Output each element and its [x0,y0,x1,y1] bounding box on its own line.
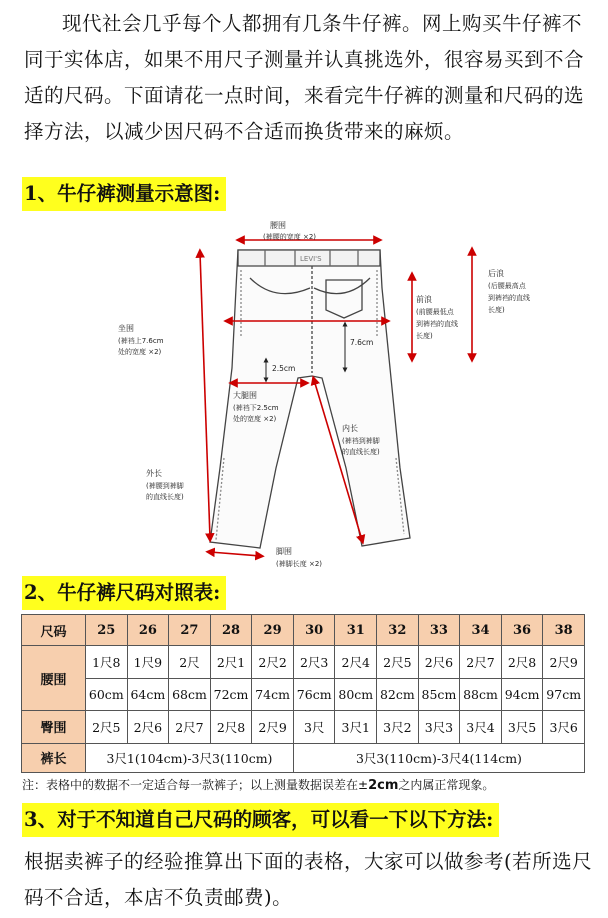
hip-cell: 2尺8 [210,711,252,743]
hip-desc1: (裤裆上7.6cm [118,337,164,345]
waist-chi-cell: 2尺1 [210,646,252,678]
size-cell: 29 [252,615,294,646]
outseam-label: 外长 [146,469,162,478]
size-cell: 38 [543,615,585,646]
table-row-waist-cm [22,678,585,710]
waist-chi-cell: 2尺6 [418,646,460,678]
size-cell: 25 [86,615,128,646]
length-range-a: 3尺1(104cm)-3尺3(110cm) [86,743,294,772]
waist-chi-cell: 2尺7 [460,646,502,678]
waist-chi-cell: 2尺5 [377,646,419,678]
front-rise-desc2: 到裤裆的直线 [416,320,458,328]
waist-cm-cell: 64cm [127,678,169,710]
waist-cm-cell: 68cm [169,678,211,710]
waist-cm-cell: 60cm [86,678,128,710]
inseam-desc1: (裤裆到裤脚 [342,437,380,445]
waist-cm-cell: 76cm [293,678,335,710]
waist-chi-cell: 1尺8 [86,646,128,678]
back-rise-label: 后浪 [488,269,504,278]
size-chart-table [21,614,585,773]
waist-chi-cell: 1尺9 [127,646,169,678]
hip-cell: 2尺5 [86,711,128,743]
hip-cell: 3尺3 [418,711,460,743]
inseam-desc2: 的直线长度) [342,448,380,456]
section-heading-method: 3、对于不知道自己尺码的顾客，可以看一下以下方法: [22,803,499,837]
thigh-desc1: (裤裆下2.5cm [233,404,279,412]
hip-cell: 3尺1 [335,711,377,743]
waist-header: 腰围 [22,646,86,711]
thigh-mark: 2.5cm [272,364,296,373]
back-rise-desc3: 长度) [488,306,505,314]
size-cell: 28 [210,615,252,646]
waist-chi-cell: 2尺 [169,646,211,678]
size-cell: 26 [127,615,169,646]
thigh-desc2: 处的宽度 ×2) [233,415,277,423]
waist-chi-cell: 2尺8 [501,646,543,678]
hip-desc2: 处的宽度 ×2) [118,348,162,356]
front-rise-desc1: (前腰最低点 [416,308,454,316]
hip-header: 臀围 [22,711,86,743]
hip-cell: 3尺5 [501,711,543,743]
size-cell: 30 [293,615,335,646]
size-cell: 32 [377,615,419,646]
size-cell: 31 [335,615,377,646]
size-cell: 33 [418,615,460,646]
leg-opening-label: 脚围 [276,547,292,556]
method-paragraph: 根据卖裤子的经验推算出下面的表格，大家可以做参考(若所选尺码不合适，本店不负责邮费)。 [24,850,593,909]
table-row-sizes [22,615,585,646]
hip-cell: 3尺4 [460,711,502,743]
front-rise-label: 前浪 [416,295,432,304]
note-part-a: 注：表格中的数据不一定适合每一款裤子；以上测量数据误差在± [22,778,369,792]
note-part-c: 之内属正常现象。 [398,778,495,792]
label-tag: LEVI'S [300,255,322,263]
thigh-label: 大腿围 [233,391,257,400]
section-heading-diagram: 1、牛仔裤测量示意图: [22,177,226,211]
size-header: 尺码 [22,615,86,646]
hip-cell: 2尺9 [252,711,294,743]
size-cell: 34 [460,615,502,646]
hip-cell: 2尺7 [169,711,211,743]
rise-mark: 7.6cm [350,338,374,347]
outseam-desc2: 的直线长度) [146,493,184,501]
waist-cm-cell: 88cm [460,678,502,710]
waist-cm-cell: 94cm [501,678,543,710]
hip-label: 坐围 [118,324,134,333]
hip-cell: 3尺2 [377,711,419,743]
table-row-hip [22,711,585,743]
waist-cm-cell: 72cm [210,678,252,710]
intro-paragraph: 现代社会几乎每个人都拥有几条牛仔裤。网上购买牛仔裤不同于实体店，如果不用尺子测量并认真挑选外，很容易买到不合适的尺码。下面请花一点时间，来看完牛仔裤的测量和尺码的选择方法，以减少因尺码不合适而换货带来的麻烦。 [24,12,585,143]
table-note [22,776,494,793]
length-range-b: 3尺3(110cm)-3尺4(114cm) [293,743,584,772]
jeans-measurement-diagram [100,218,530,576]
hip-cell: 2尺6 [127,711,169,743]
leg-opening-desc: (裤脚长度 ×2) [276,560,323,568]
waist-chi-cell: 2尺4 [335,646,377,678]
waist-chi-cell: 2尺2 [252,646,294,678]
hip-cell: 3尺 [293,711,335,743]
table-row-length [22,743,585,772]
waist-desc: (裤腰的宽度 ×2) [263,233,317,241]
waist-cm-cell: 85cm [418,678,460,710]
table-row-waist-chi [22,646,585,678]
inseam-label: 内长 [342,424,358,433]
front-rise-desc3: 长度) [416,332,433,340]
length-header: 裤长 [22,743,86,772]
waist-cm-cell: 74cm [252,678,294,710]
back-rise-desc1: (后腰最高点 [488,282,526,290]
hip-cell: 3尺6 [543,711,585,743]
size-cell: 36 [501,615,543,646]
back-rise-desc2: 到裤裆的直线 [488,294,530,302]
waist-label: 腰围 [270,221,286,230]
waist-chi-cell: 2尺3 [293,646,335,678]
outseam-desc1: (裤腰到裤脚 [146,482,184,490]
waist-chi-cell: 2尺9 [543,646,585,678]
waist-cm-cell: 80cm [335,678,377,710]
waist-cm-cell: 82cm [377,678,419,710]
size-cell: 27 [169,615,211,646]
note-part-b: 2cm [368,778,399,793]
waist-cm-cell: 97cm [543,678,585,710]
section-heading-size-table: 2、牛仔裤尺码对照表: [22,576,226,610]
